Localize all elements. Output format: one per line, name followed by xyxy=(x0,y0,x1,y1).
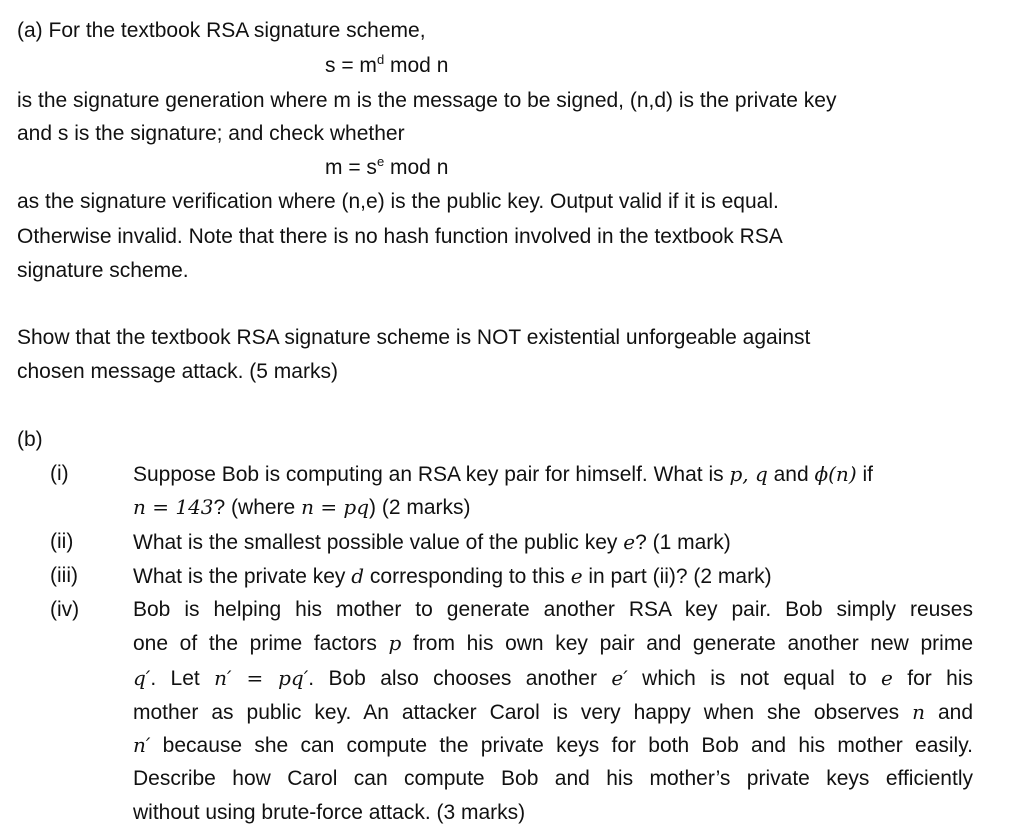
item-i-math-pq: p, q xyxy=(729,462,768,486)
part-a-question-line-1: Show that the textbook RSA signature scheme is NOT existential unforgeable against xyxy=(17,326,811,349)
eq2-exponent: e xyxy=(376,154,385,169)
item-i-text-e: ) (2 marks) xyxy=(369,496,471,519)
item-iv-text-3a: . Let xyxy=(150,667,215,690)
item-iv-text-4b: and xyxy=(924,701,974,724)
eq2-rhs: mod n xyxy=(384,156,449,179)
part-a-line-3: and s is the signature; and check whether xyxy=(17,122,405,145)
eq1-exponent: d xyxy=(376,52,385,67)
item-i-text-b: and xyxy=(767,463,815,486)
item-ii-label: (ii) xyxy=(50,530,74,553)
part-a-heading: (a) For the textbook RSA signature scheme, xyxy=(17,19,426,42)
part-a-line-2: is the signature generation where m is the message to be signed, (n,d) is the private key xyxy=(17,89,837,112)
item-iv-line-2 xyxy=(133,630,973,657)
part-b-heading: (b) xyxy=(17,428,43,451)
item-iii-label: (iii) xyxy=(50,564,78,587)
item-i-label: (i) xyxy=(50,462,69,485)
item-i-math-npq: n = pq xyxy=(301,495,370,519)
item-ii-text-b: ? (1 mark) xyxy=(635,531,731,554)
eq2-lhs: m = s xyxy=(325,156,377,179)
item-iv-text-2a: one of the prime factors xyxy=(133,632,389,655)
item-iv-text-3d: for his xyxy=(892,667,973,690)
item-iii-math-e: e xyxy=(570,564,583,588)
item-i-line-1 xyxy=(133,461,973,488)
item-i-math-phi: ϕ(n) xyxy=(814,462,857,486)
item-iv-line-6: Describe how Carol can compute Bob and his mother’s private keys efficiently xyxy=(133,767,973,790)
item-iv-math-nprime: n′ xyxy=(133,733,151,757)
item-iv-math-p: p xyxy=(388,631,402,655)
item-iv-math-eprime: e′ xyxy=(611,666,628,690)
item-iii-text-b: corresponding to this xyxy=(364,565,571,588)
item-iv-math-e: e xyxy=(881,666,893,690)
item-iv-line-5 xyxy=(133,732,973,759)
item-iv-math-n: n xyxy=(912,700,925,724)
item-i-text-c: if xyxy=(856,463,873,486)
item-ii-math-e: e xyxy=(623,530,636,554)
item-i-text-d: ? (where xyxy=(213,496,302,519)
item-iii-line xyxy=(133,563,973,590)
item-iv-math-nprime-eq: n′ = pq′ xyxy=(214,666,309,690)
item-ii-line xyxy=(133,529,973,556)
part-a-line-4: as the signature verification where (n,e) is the public key. Output valid if it is equal. xyxy=(17,190,779,213)
item-iv-math-qprime: q′ xyxy=(133,666,151,690)
eq1-rhs: mod n xyxy=(384,54,449,77)
verification-equation xyxy=(325,155,448,181)
item-ii-text-a: What is the smallest possible value of the public key xyxy=(133,531,624,554)
item-iv-line-1: Bob is helping his mother to generate another RSA key pair. Bob simply reuses xyxy=(133,598,973,621)
item-iv-line-3 xyxy=(133,665,973,692)
item-iii-math-d: d xyxy=(351,564,365,588)
part-a-line-6: signature scheme. xyxy=(17,259,189,282)
item-iv-label: (iv) xyxy=(50,598,80,621)
item-iv-text-5a: because she can compute the private keys for both Bob and his mother easily. xyxy=(150,734,973,757)
item-i-text-a: Suppose Bob is computing an RSA key pair for himself. What is xyxy=(133,463,730,486)
item-iii-text-a: What is the private key xyxy=(133,565,352,588)
item-i-math-n: n = 143 xyxy=(133,495,214,519)
item-iv-text-3b: . Bob also chooses another xyxy=(308,667,612,690)
part-a-line-5: Otherwise invalid. Note that there is no hash function involved in the textbook RSA xyxy=(17,225,783,248)
item-i-line-2 xyxy=(133,494,973,521)
eq1-lhs: s = m xyxy=(325,54,377,77)
item-iii-text-c: in part (ii)? (2 mark) xyxy=(582,565,772,588)
item-iv-line-7: without using brute-force attack. (3 marks) xyxy=(133,801,526,824)
signing-equation xyxy=(325,53,448,79)
item-iv-text-2b: from his own key pair and generate another new prime xyxy=(401,632,974,655)
item-iv-line-4 xyxy=(133,699,973,726)
part-a-question-line-2: chosen message attack. (5 marks) xyxy=(17,360,338,383)
item-iv-text-3c: which is not equal to xyxy=(627,667,882,690)
item-iv-text-4a: mother as public key. An attacker Carol is very happy when she observes xyxy=(133,701,913,724)
